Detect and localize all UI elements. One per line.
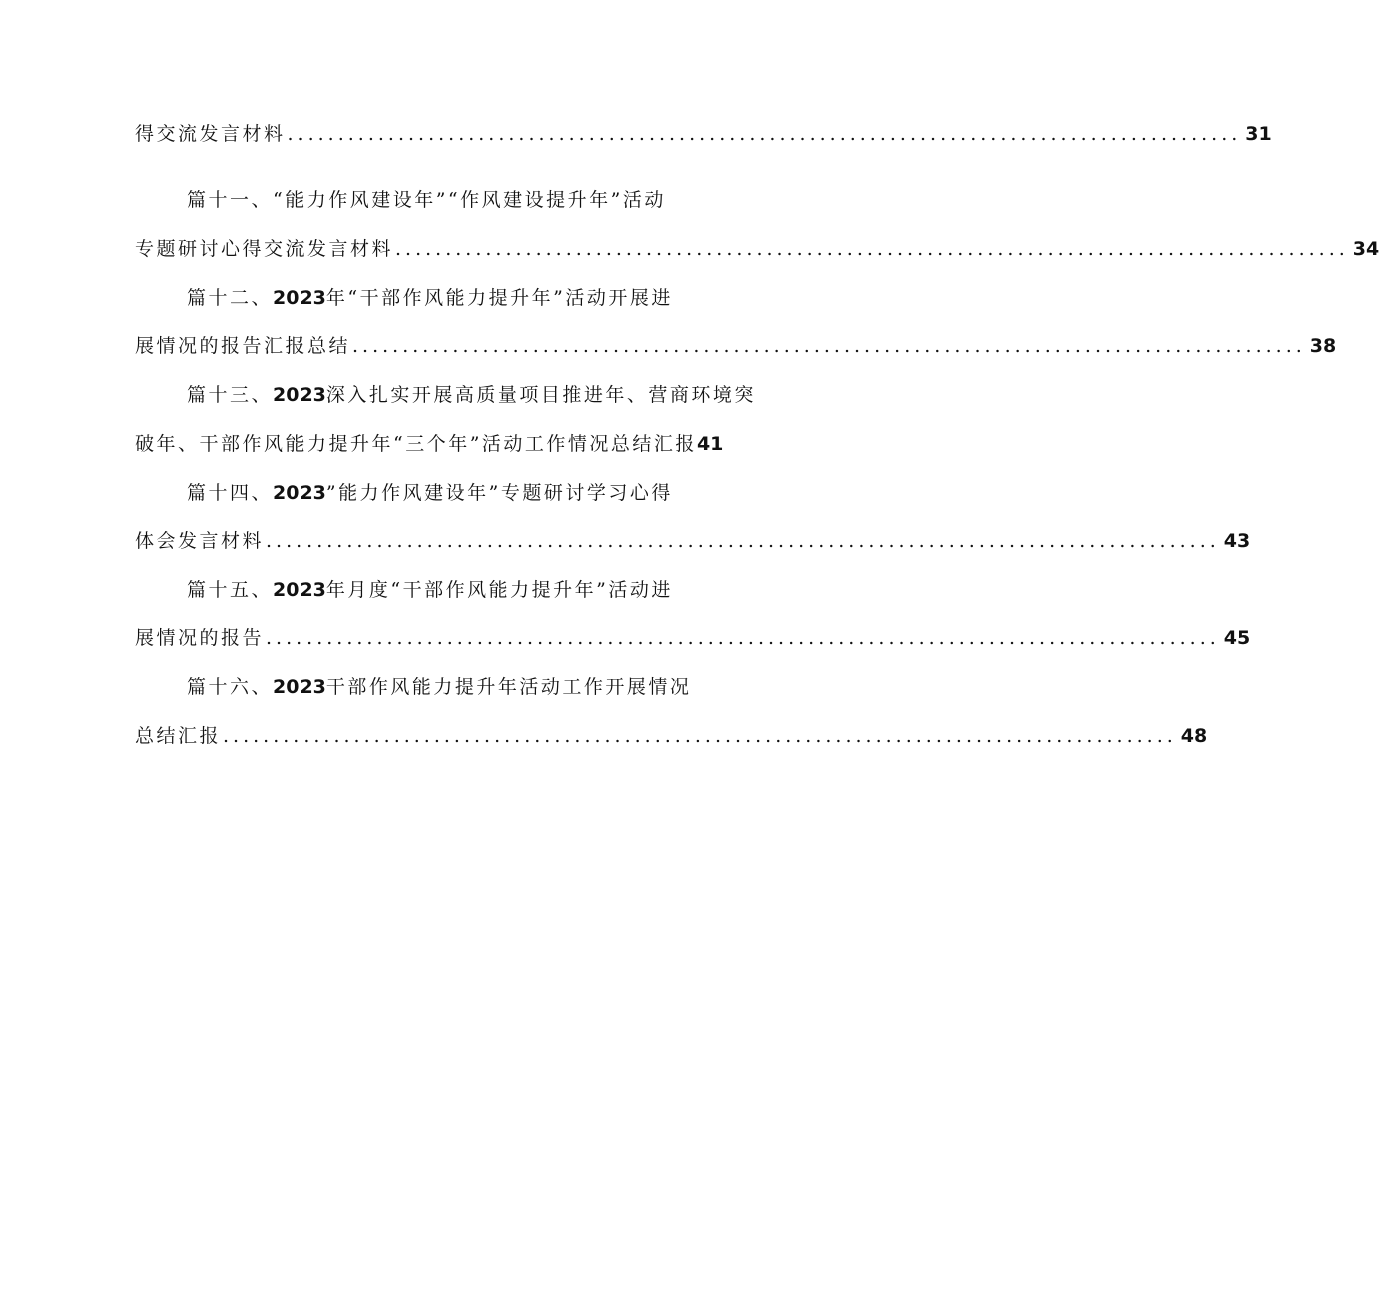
toc-entry-year: 2023 xyxy=(273,482,326,504)
page-number: 34 xyxy=(1352,238,1379,260)
page-number: 31 xyxy=(1245,123,1272,145)
toc-entry-13-title-line[interactable] xyxy=(187,378,797,412)
toc-entry-title-cont: 破年、干部作风能力提升年“三个年”活动工作情况总结汇报 xyxy=(135,433,697,455)
toc-entry-14[interactable] xyxy=(135,524,1251,558)
toc-entry-prefix: 篇十六、 xyxy=(187,676,274,698)
page-number: 43 xyxy=(1223,530,1251,552)
toc-entry-title-cont: 展情况的报告汇报总结 xyxy=(135,335,351,357)
toc-entry-11-title-line[interactable] xyxy=(187,183,797,217)
toc-entry-year: 2023 xyxy=(273,579,326,601)
toc-entry-title-cont: 总结汇报 xyxy=(135,725,222,747)
toc-entry-title-cont: 体会发言材料 xyxy=(135,530,265,552)
toc-entry-15-title-line[interactable] xyxy=(187,573,797,607)
toc-entry-prefix: 篇十三、 xyxy=(187,384,274,406)
leader-dots: ............................................................................................... xyxy=(266,627,1220,649)
toc-entry-title: 深入扎实开展高质量项目推进年、营商环境突 xyxy=(325,384,756,406)
page-number: 41 xyxy=(696,433,724,455)
toc-entry-year: 2023 xyxy=(273,287,326,309)
page-number: 45 xyxy=(1223,627,1251,649)
leader-dots: ............................................................................................... xyxy=(223,725,1177,747)
toc-entry-title: 干部作风能力提升年活动工作开展情况 xyxy=(325,676,692,698)
toc-entry-11[interactable] xyxy=(135,232,1379,266)
toc-entry-year: 2023 xyxy=(273,676,326,698)
page-number: 48 xyxy=(1180,725,1208,747)
toc-entry-16-title-line[interactable] xyxy=(187,670,797,704)
toc-entry-title: 篇十一、“能力作风建设年”“作风建设提升年”活动 xyxy=(187,189,666,211)
toc-entry-prefix: 篇十五、 xyxy=(187,579,274,601)
toc-entry-year: 2023 xyxy=(273,384,326,406)
leader-dots: ............................................................................................... xyxy=(266,530,1220,552)
toc-entry-14-title-line[interactable] xyxy=(187,476,797,510)
toc-entry-15[interactable] xyxy=(135,621,1251,655)
toc-entry-title: 年月度“干部作风能力提升年”活动进 xyxy=(325,579,673,601)
toc-entry-13[interactable] xyxy=(135,427,785,461)
toc-entry-12[interactable] xyxy=(135,329,1337,363)
leader-dots: ............................................................................................... xyxy=(287,123,1242,145)
toc-entry-title-cont: 专题研讨心得交流发言材料 xyxy=(135,238,394,260)
toc-entry-prefix: 篇十二、 xyxy=(187,287,274,309)
leader-dots: ............................................................................................... xyxy=(352,335,1306,357)
toc-entry-prefix: 篇十四、 xyxy=(187,482,274,504)
toc-entry-title-cont: 展情况的报告 xyxy=(135,627,265,649)
toc-entry-title: ”能力作风建设年”专题研讨学习心得 xyxy=(325,482,673,504)
toc-entry-16[interactable] xyxy=(135,719,1208,753)
leader-dots: ............................................................................................... xyxy=(395,238,1349,260)
toc-entry-title: 年“干部作风能力提升年”活动开展进 xyxy=(325,287,673,309)
page-number: 38 xyxy=(1309,335,1337,357)
toc-entry-title: 得交流发言材料 xyxy=(135,123,286,145)
toc-entry-12-title-line[interactable] xyxy=(187,281,797,315)
toc-entry-continued[interactable] xyxy=(135,117,1272,151)
